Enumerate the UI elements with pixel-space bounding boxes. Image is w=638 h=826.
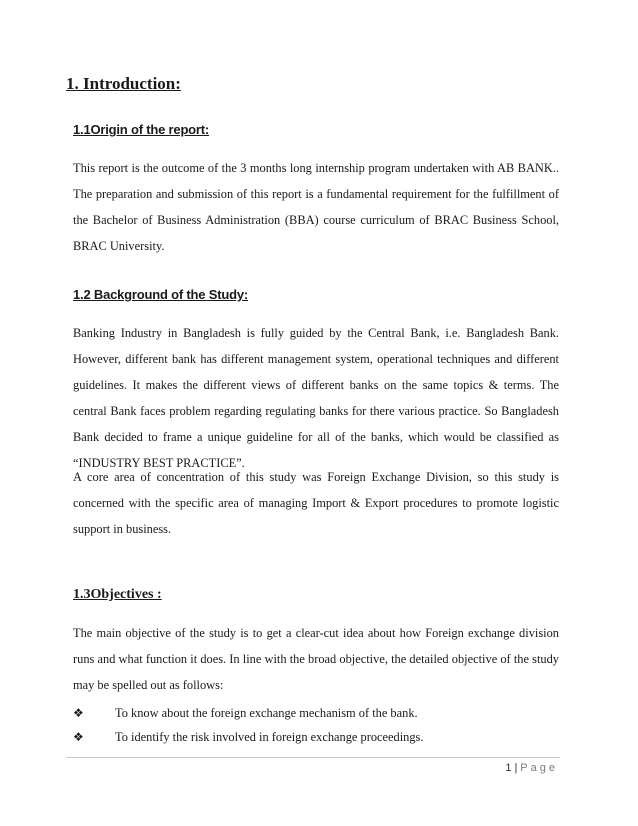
section-1-1-title: 1.1Origin of the report: bbox=[73, 122, 210, 137]
main-heading: 1. Introduction: bbox=[66, 74, 181, 93]
diamond-bullet-icon: ❖ bbox=[73, 730, 84, 744]
footer-divider bbox=[66, 757, 560, 758]
page-footer bbox=[505, 762, 558, 774]
section-1-2-title: 1.2 Background of the Study: bbox=[73, 287, 248, 302]
page-label: Page bbox=[520, 762, 558, 774]
section-1-1-paragraph: This report is the outcome of the 3 months long internship program undertaken with AB BANK.. The preparation and submission of this report is a fundamental requirement for the fulfillment of the Bachelor of Business Administration (BBA) course curriculum of BRAC Business School, BRAC University. bbox=[73, 161, 559, 253]
section-1-2-paragraph-2: A core area of concentration of this study was Foreign Exchange Division, so this study is concerned with the specific area of managing Import & Export procedures to promote logistic support in business. bbox=[73, 470, 559, 536]
list-item bbox=[73, 727, 559, 747]
section-1-3-title: 1.3Objectives : bbox=[73, 587, 162, 602]
list-item bbox=[73, 703, 559, 723]
page-number: 1 bbox=[505, 762, 512, 774]
section-1-2-paragraph-1: Banking Industry in Bangladesh is fully guided by the Central Bank, i.e. Bangladesh Bank. However, different bank has different management system, operational techniques and different guidelines. It makes the different views of different banks on the same topics & terms. The central Bank faces problem regarding regulating banks for there various practice. So Bangladesh Bank decided to frame a unique guideline for all of the banks, which would be classified as “INDUSTRY BEST PRACTICE”. bbox=[73, 326, 559, 470]
list-item-text: To identify the risk involved in foreign exchange proceedings. bbox=[115, 730, 424, 744]
footer-separator: | bbox=[514, 762, 518, 774]
diamond-bullet-icon: ❖ bbox=[73, 706, 84, 720]
list-item-text: To know about the foreign exchange mechanism of the bank. bbox=[115, 706, 418, 720]
section-1-3-paragraph: The main objective of the study is to get a clear-cut idea about how Foreign exchange division runs and what function it does. In line with the broad objective, the detailed objective of the study may be spelled out as follows: bbox=[73, 626, 559, 692]
